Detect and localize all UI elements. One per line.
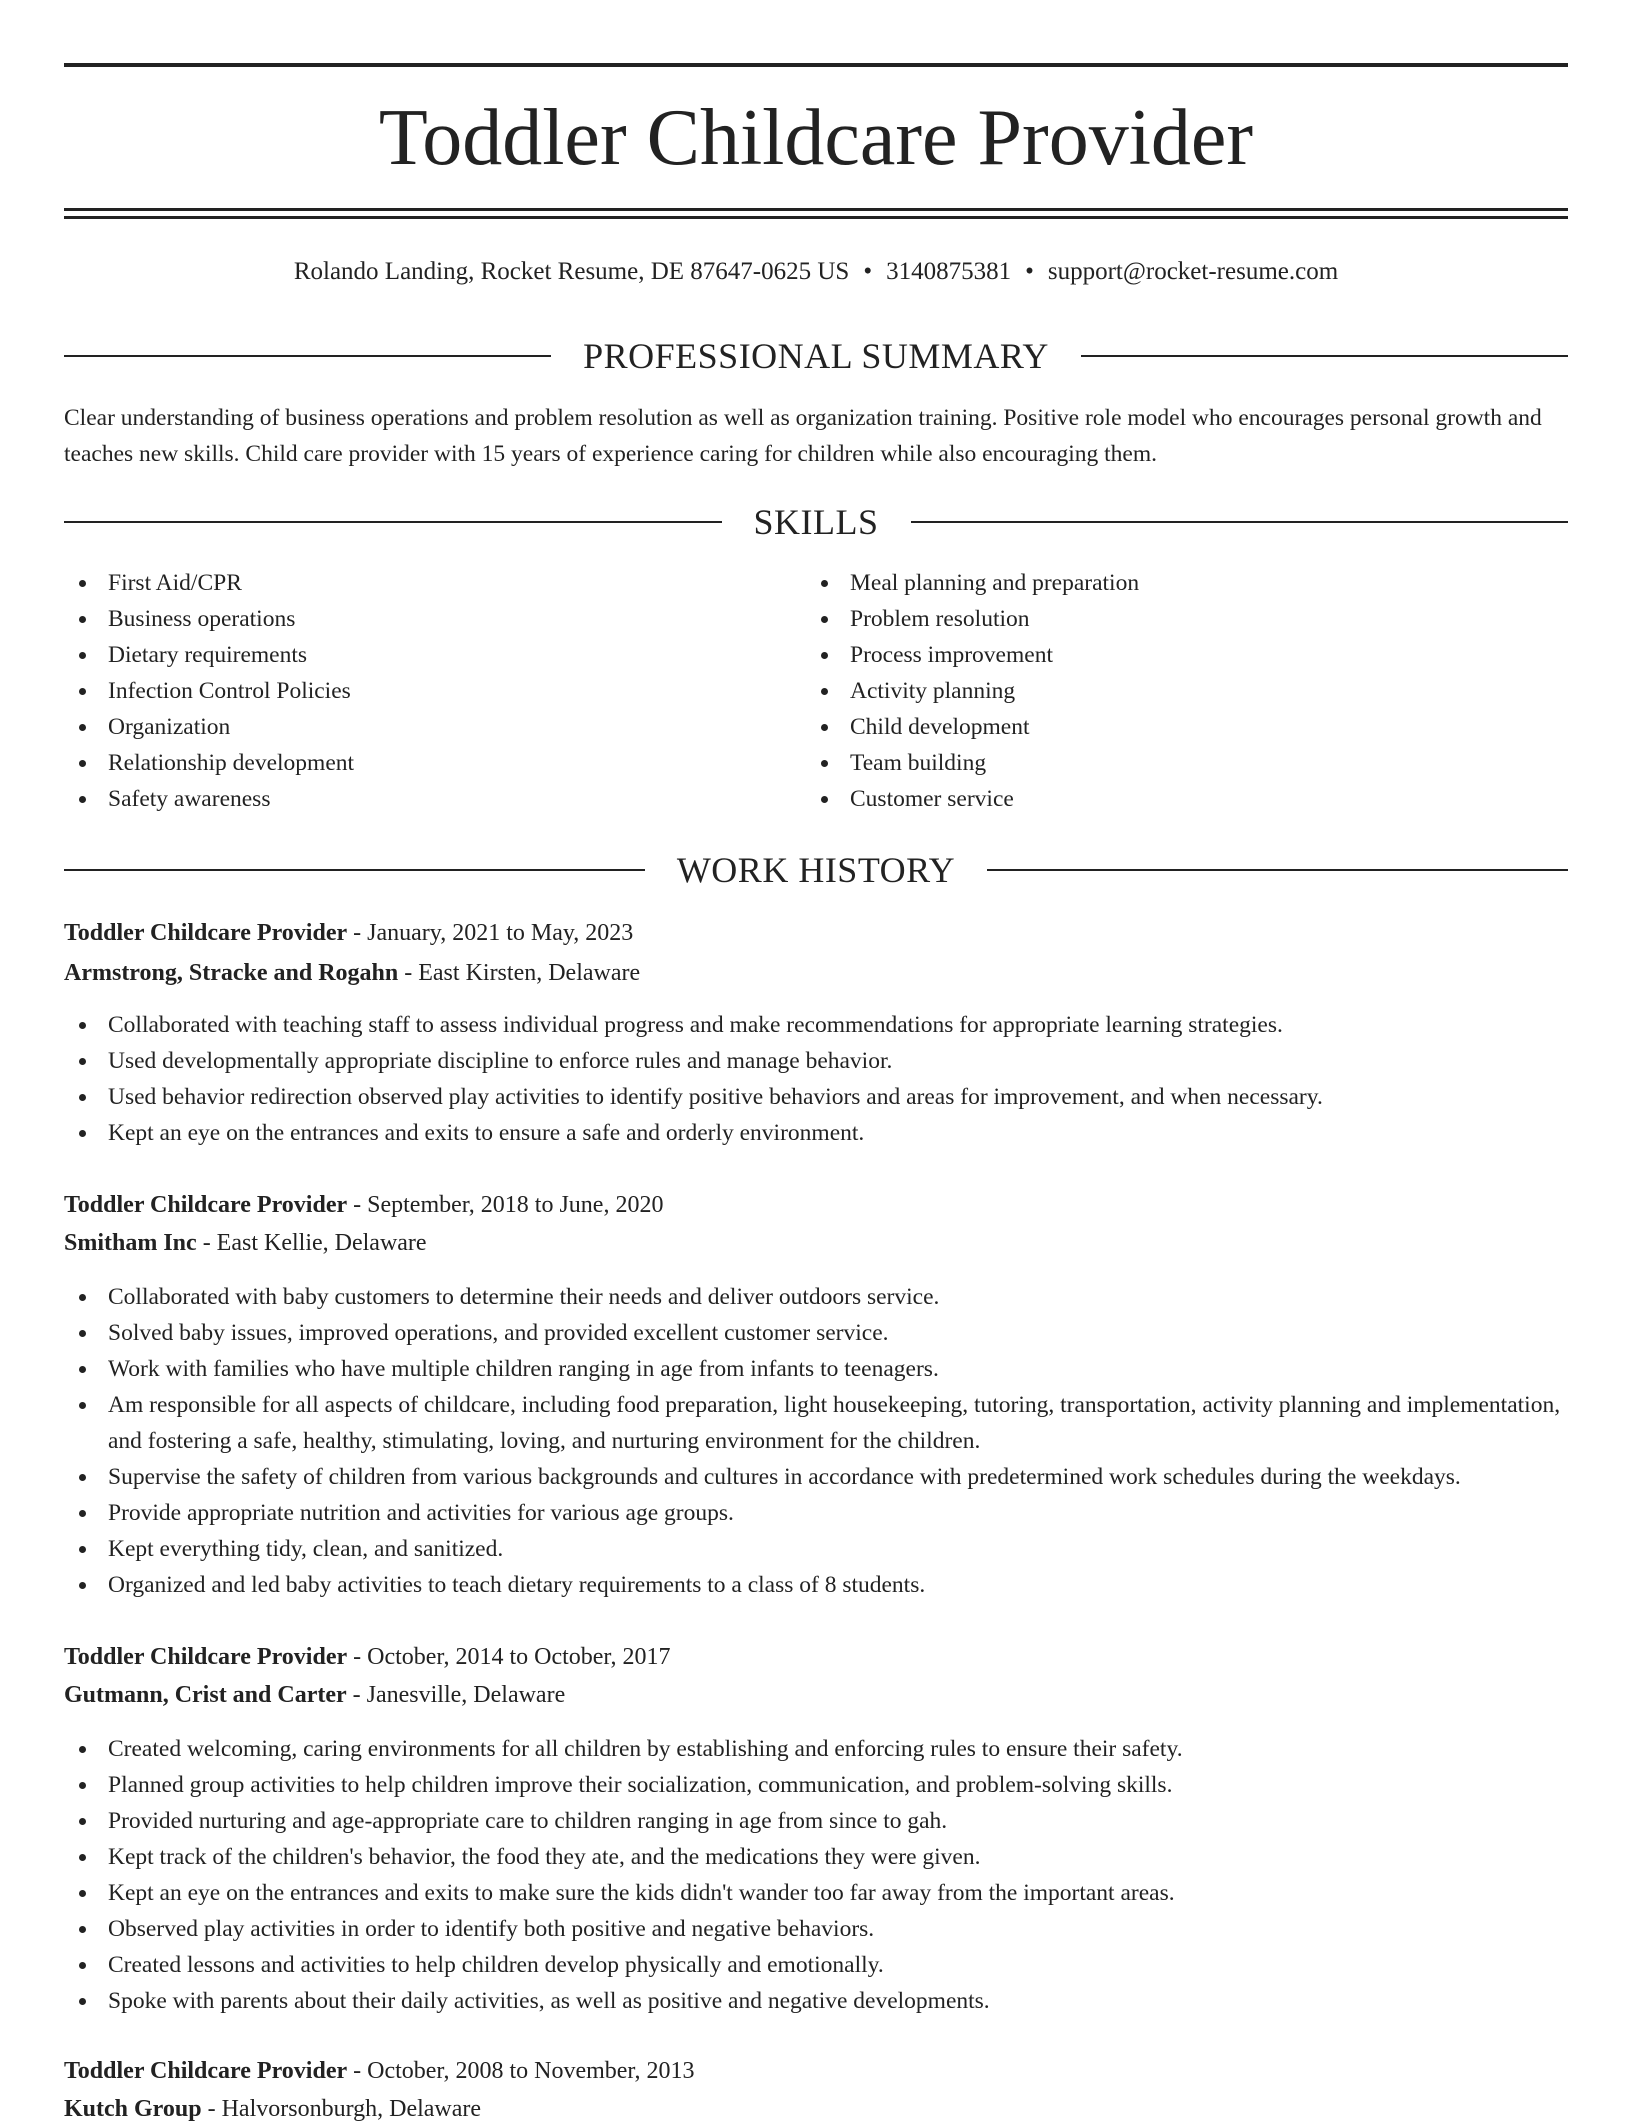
skill-item: Team building [806, 745, 1506, 781]
duty-item: Observed play activities in order to identify both positive and negative behaviors. [64, 1911, 1568, 1947]
page-title: Toddler Childcare Provider [378, 94, 1254, 182]
summary-heading: PROFESSIONAL SUMMARY [583, 336, 1049, 376]
job-title: Toddler Childcare Provider [64, 2058, 348, 2084]
duty-item: Kept an eye on the entrances and exits to make sure the kids didn't wander too far away from the important areas. [64, 1875, 1568, 1911]
skill-item: Problem resolution [806, 601, 1506, 637]
company-line [64, 955, 640, 991]
skill-item: First Aid/CPR [64, 565, 764, 601]
company-location: - East Kellie, Delaware [196, 1230, 427, 1256]
company-name: Smitham Inc [64, 1230, 197, 1256]
duty-item: Spoke with parents about their daily activities, as well as positive and negative developments. [64, 1983, 1568, 2019]
duty-item: Supervise the safety of children from various backgrounds and cultures in accordance with predetermined work schedules during the weekdays. [64, 1459, 1568, 1495]
skill-item: Meal planning and preparation [806, 565, 1506, 601]
job-title-line [64, 1639, 670, 1675]
skill-item: Infection Control Policies [64, 673, 764, 709]
job-dates: - October, 2014 to October, 2017 [347, 1644, 671, 1670]
contact-email: support@rocket-resume.com [1047, 258, 1339, 285]
job-duties-list [64, 1731, 1568, 2019]
job-dates: - January, 2021 to May, 2023 [347, 920, 634, 946]
duty-item: Work with families who have multiple children ranging in age from infants to teenagers. [64, 1351, 1568, 1387]
contact-separator: • [863, 258, 873, 285]
work-history-heading: WORK HISTORY [676, 850, 956, 890]
duty-item: Used developmentally appropriate discipline to enforce rules and manage behavior. [64, 1043, 1568, 1079]
job-title-line [64, 1187, 663, 1223]
skills-list-left [64, 565, 764, 817]
skill-item: Process improvement [806, 637, 1506, 673]
header-top-rule [64, 63, 1568, 67]
job-title-line [64, 915, 633, 951]
company-name: Gutmann, Crist and Carter [64, 1682, 347, 1708]
duty-item: Kept an eye on the entrances and exits to ensure a safe and orderly environment. [64, 1115, 1568, 1151]
skill-item: Organization [64, 709, 764, 745]
contact-phone: 3140875381 [886, 258, 1012, 285]
contact-separator: • [1025, 258, 1034, 285]
job-duties-list [64, 1007, 1568, 1151]
duty-item: Kept track of the children's behavior, the food they ate, and the medications they were given. [64, 1839, 1568, 1875]
job-title: Toddler Childcare Provider [64, 1192, 348, 1218]
skill-item: Child development [806, 709, 1506, 745]
skill-item: Business operations [64, 601, 764, 637]
skill-item: Dietary requirements [64, 637, 764, 673]
company-location: - Janesville, Delaware [346, 1682, 566, 1708]
company-location: - East Kirsten, Delaware [398, 960, 641, 986]
heading-rule-right [987, 869, 1568, 871]
job-dates: - October, 2008 to November, 2013 [347, 2058, 695, 2084]
header-double-rule-lower [64, 216, 1568, 219]
skill-item: Activity planning [806, 673, 1506, 709]
duty-item: Created welcoming, caring environments for all children by establishing and enforcing rules to ensure their safety. [64, 1731, 1568, 1767]
summary-section-heading [64, 334, 1568, 378]
summary-text: Clear understanding of business operations and problem resolution as well as organization training. Positive role model who encourages personal growth and teaches new skills. Child care provider with 15 years of experience caring for children while also encouraging them. [64, 405, 1542, 467]
duty-item: Used behavior redirection observed play activities to identify positive behaviors and areas for improvement, and when necessary. [64, 1079, 1568, 1115]
duty-item: Solved baby issues, improved operations, and provided excellent customer service. [64, 1315, 1568, 1351]
contact-address: Rolando Landing, Rocket Resume, DE 87647-0625 US [293, 258, 850, 285]
skills-heading: SKILLS [753, 502, 879, 542]
company-name: Armstrong, Stracke and Rogahn [64, 960, 399, 986]
job-title-line [64, 2053, 694, 2089]
job-dates: - September, 2018 to June, 2020 [347, 1192, 664, 1218]
company-line [64, 2091, 481, 2127]
duty-item: Created lessons and activities to help children develop physically and emotionally. [64, 1947, 1568, 1983]
duty-item: Am responsible for all aspects of childcare, including food preparation, light housekeeping, tutoring, transportation, activity planning and implementation, and fostering a safe, healthy, stimulating, loving, and nurturing environment for the children. [64, 1387, 1568, 1459]
company-line [64, 1225, 427, 1261]
heading-rule-right [911, 521, 1569, 523]
skills-section-heading [64, 500, 1568, 544]
duty-item: Collaborated with teaching staff to assess individual progress and make recommendations for appropriate learning strategies. [64, 1007, 1568, 1043]
skill-item: Relationship development [64, 745, 764, 781]
work-history-section-heading [64, 848, 1568, 892]
heading-rule-left [64, 355, 551, 357]
heading-rule-left [64, 869, 645, 871]
heading-rule-right [1081, 355, 1568, 357]
job-title: Toddler Childcare Provider [64, 920, 348, 946]
header-double-rule-upper [64, 208, 1568, 211]
duty-item: Organized and led baby activities to teach dietary requirements to a class of 8 students. [64, 1567, 1568, 1603]
job-duties-list [64, 1279, 1568, 1603]
skill-item: Customer service [806, 781, 1506, 817]
duty-item: Collaborated with baby customers to determine their needs and deliver outdoors service. [64, 1279, 1568, 1315]
duty-item: Kept everything tidy, clean, and sanitized. [64, 1531, 1568, 1567]
duty-item: Provided nurturing and age-appropriate care to children ranging in age from since to gah. [64, 1803, 1568, 1839]
skill-item: Safety awareness [64, 781, 764, 817]
company-location: - Halvorsonburgh, Delaware [201, 2096, 482, 2122]
skills-list-right [806, 565, 1506, 817]
company-line [64, 1677, 565, 1713]
job-title: Toddler Childcare Provider [64, 1644, 348, 1670]
contact-line [64, 254, 1568, 290]
duty-item: Provide appropriate nutrition and activities for various age groups. [64, 1495, 1568, 1531]
heading-rule-left [64, 521, 722, 523]
duty-item: Planned group activities to help children improve their socialization, communication, and problem-solving skills. [64, 1767, 1568, 1803]
company-name: Kutch Group [64, 2096, 202, 2122]
